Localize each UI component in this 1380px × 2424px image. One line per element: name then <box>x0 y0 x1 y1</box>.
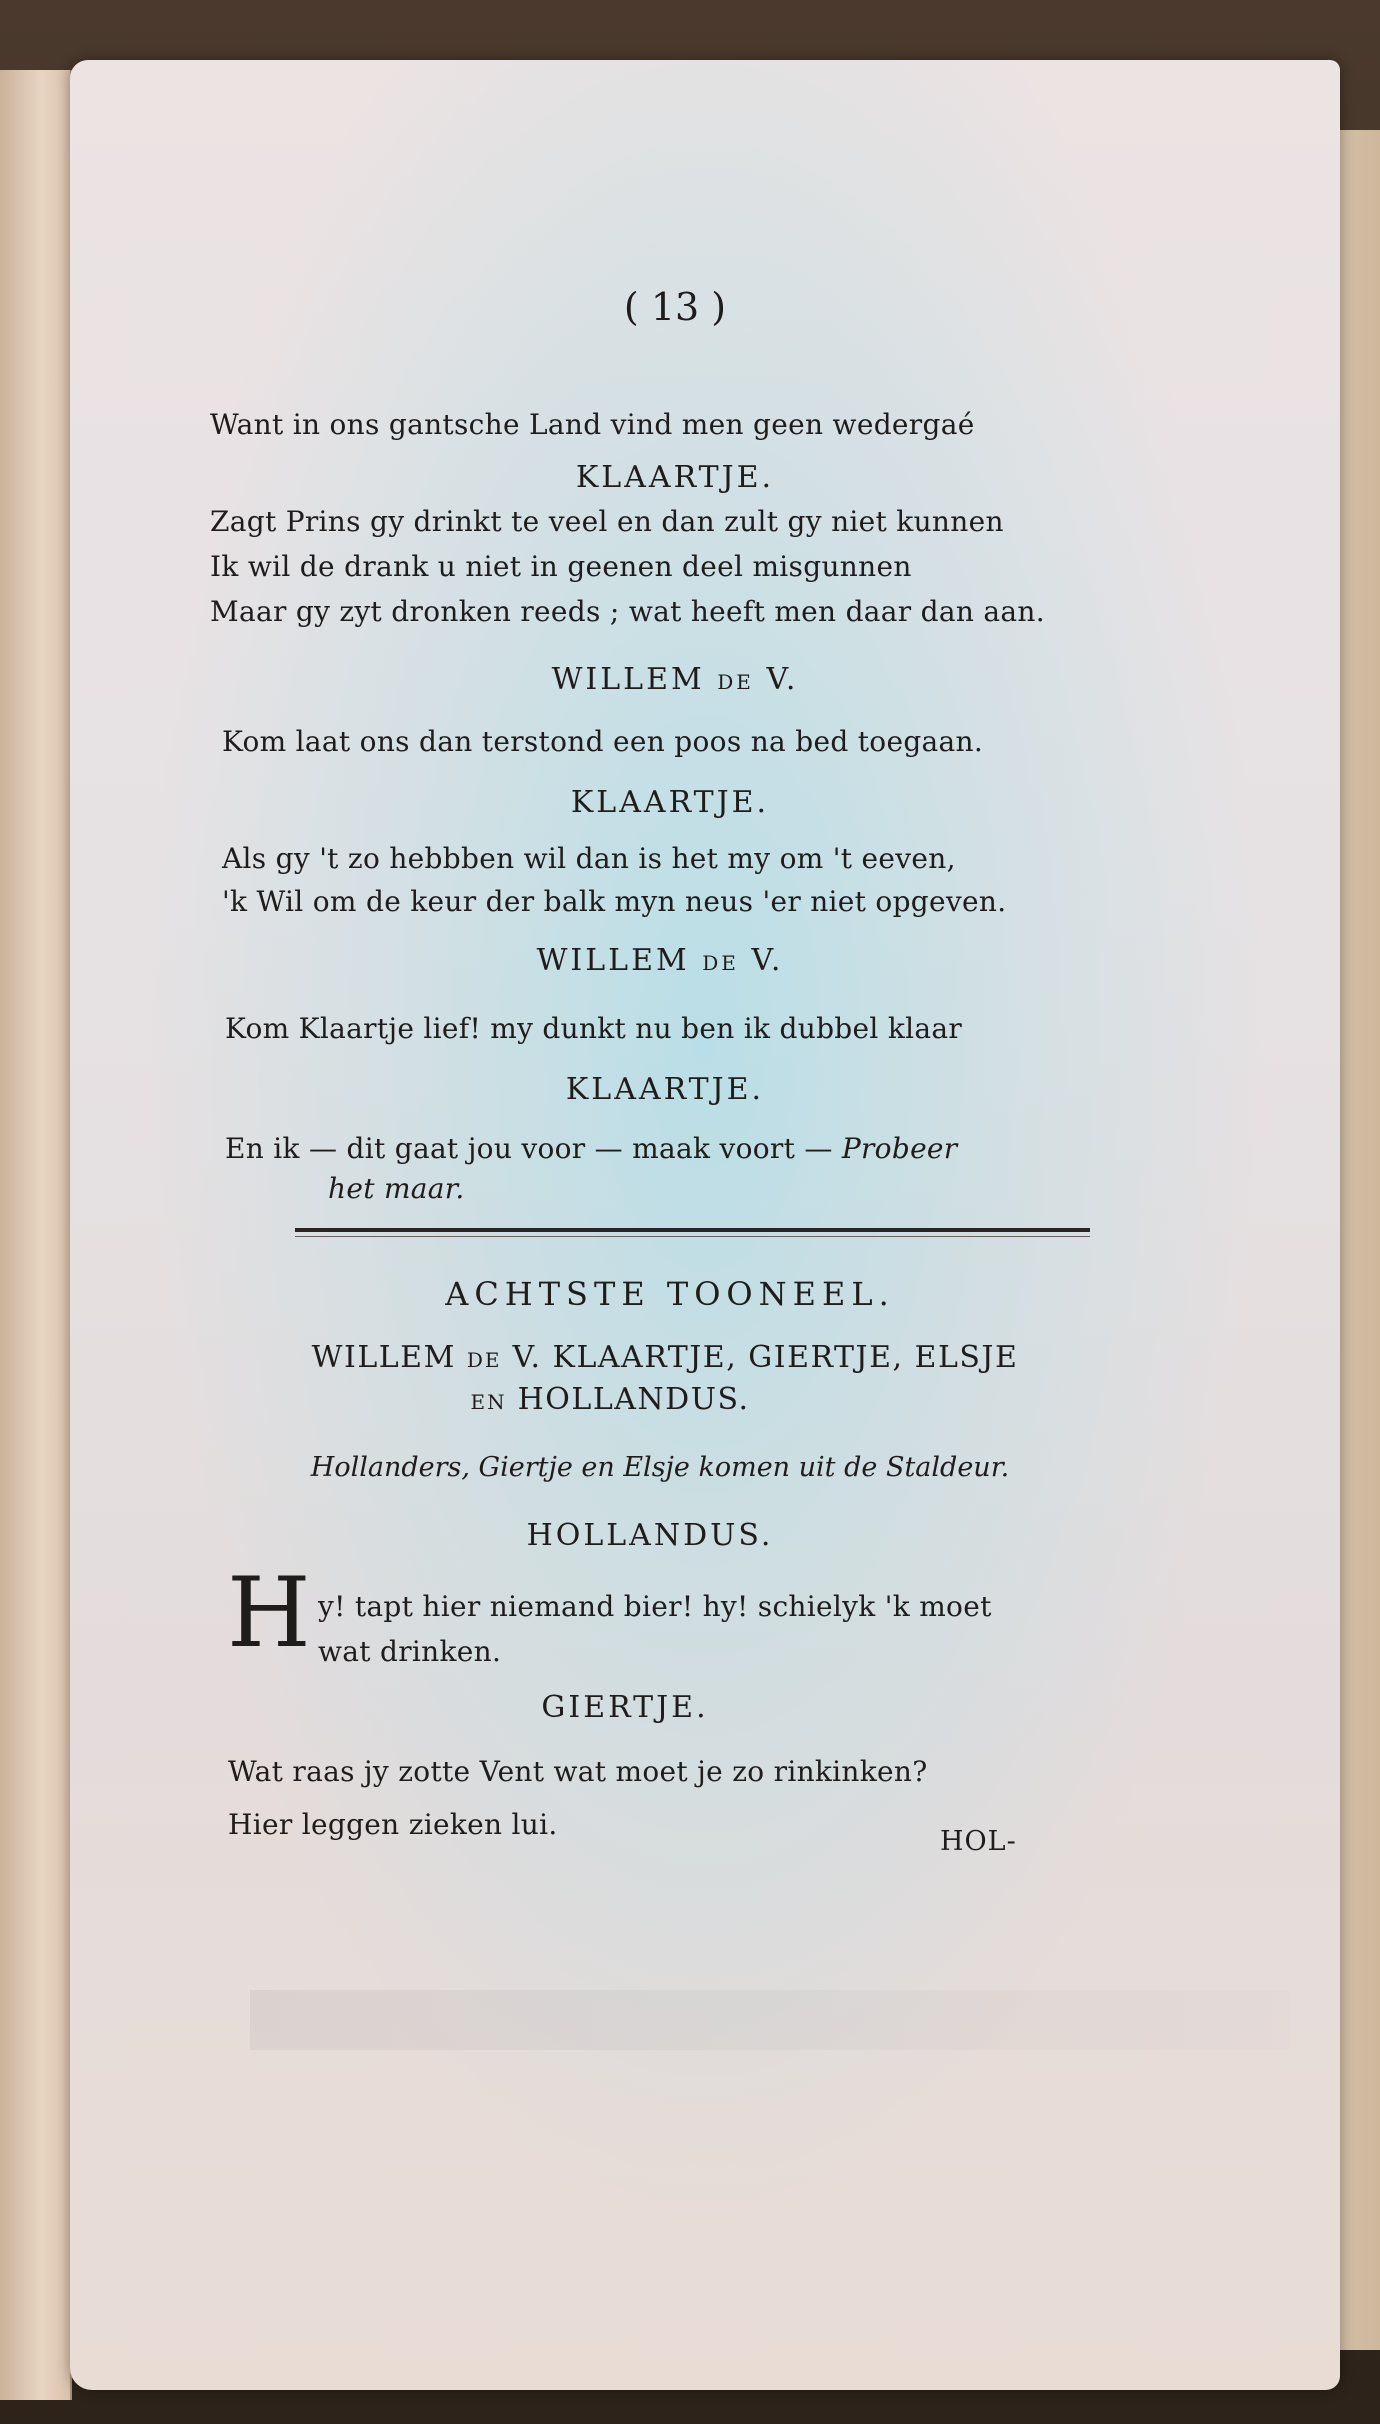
section-rule-thin <box>295 1236 1090 1237</box>
speaker-heading: HOLLANDUS. <box>526 1518 774 1553</box>
verse-line: Wat raas jy zotte Vent wat moet je zo rinkinken? <box>228 1755 928 1788</box>
cast-list <box>470 1382 749 1417</box>
speaker-heading: KLAARTJE. <box>565 1072 765 1107</box>
verse-line: wat drinken. <box>318 1635 502 1668</box>
cast-name: WILLEM <box>311 1340 456 1375</box>
book-page <box>70 60 1340 2390</box>
verse-line: Want in ons gantsche Land vind men geen wedergaé <box>210 408 975 441</box>
verse-italic: het maar. <box>328 1172 465 1205</box>
drop-cap: H <box>227 1557 311 1669</box>
speaker-name: WILLEM <box>551 662 705 697</box>
speaker-suffix: V. <box>751 943 784 978</box>
cast-names: V. KLAARTJE, GIERTJE, ELSJE <box>512 1340 1019 1375</box>
verse-line: Kom laat ons dan terstond een poos na bed toegaan. <box>222 725 984 758</box>
speaker-heading <box>537 943 784 978</box>
stage-direction-text: Staldeur. <box>885 1452 1010 1483</box>
speaker-heading: KLAARTJE. <box>570 785 770 820</box>
speaker-heading: GIERTJE. <box>541 1690 709 1725</box>
stage-direction-text: Hollanders, Giertje en Elsje komen uit de <box>310 1452 886 1483</box>
stage-direction <box>311 1452 1009 1483</box>
facing-page-edge <box>0 70 72 2400</box>
verse-line: Zagt Prins gy drinkt te veel en dan zult gy niet kunnen <box>210 505 1004 538</box>
verse-roman: En ik — dit gaat jou voor — maak voort — <box>225 1132 842 1165</box>
cast-names: HOLLANDUS. <box>517 1382 750 1417</box>
cast-particle: EN <box>470 1390 507 1414</box>
verse-line: Hier leggen zieken lui. <box>228 1808 558 1841</box>
cast-particle: DE <box>466 1348 502 1372</box>
speaker-heading <box>552 662 799 697</box>
section-rule <box>295 1228 1090 1232</box>
verse-italic: Probeer <box>841 1132 958 1165</box>
page-number: ( 13 ) <box>623 285 727 329</box>
speaker-heading: KLAARTJE. <box>575 460 775 495</box>
scene-title: ACHTSTE TOONEEL. <box>445 1275 895 1313</box>
show-through-text <box>250 1990 1290 2050</box>
verse-line: Ik wil de drank u niet in geenen deel misgunnen <box>210 550 912 583</box>
verse-line: 'k Wil om de keur der balk myn neus 'er niet opgeven. <box>222 885 1007 918</box>
catchword: HOL- <box>940 1826 1017 1857</box>
cast-list <box>312 1340 1019 1375</box>
verse-line: Kom Klaartje lief! my dunkt nu ben ik dubbel klaar <box>225 1012 963 1045</box>
verse-line: Maar gy zyt dronken reeds ; wat heeft men daar dan aan. <box>210 595 1045 628</box>
verse-line <box>225 1132 958 1165</box>
verse-line: Als gy 't zo hebbben wil dan is het my om 't eeven, <box>222 842 956 875</box>
speaker-particle: DE <box>702 951 739 975</box>
speaker-name: WILLEM <box>536 943 690 978</box>
speaker-particle: DE <box>717 670 754 694</box>
speaker-suffix: V. <box>766 662 799 697</box>
verse-line: y! tapt hier niemand bier! hy! schielyk 'k moet <box>318 1590 992 1623</box>
verse-line <box>328 1172 465 1205</box>
